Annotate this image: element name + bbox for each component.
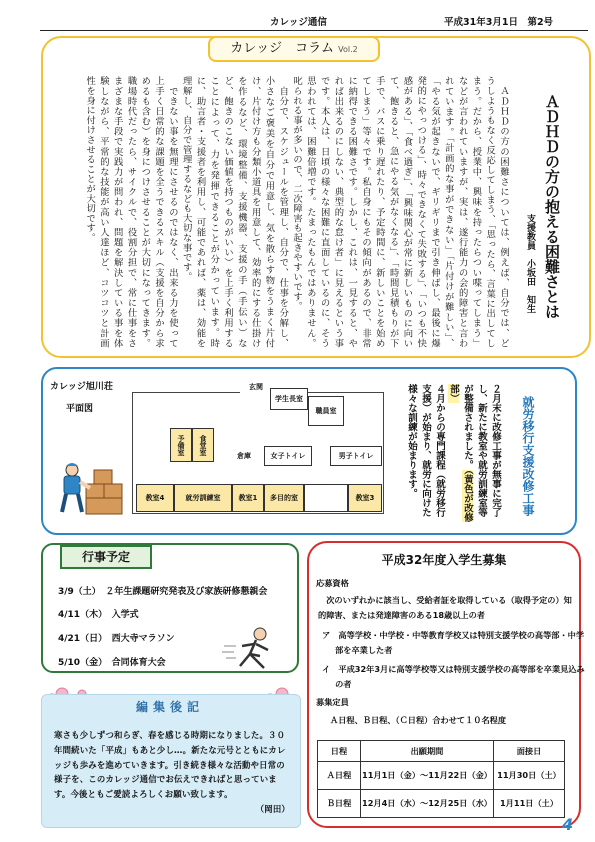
room-blank <box>304 484 348 512</box>
issue-date: 平成31年3月1日 第2号 <box>444 17 554 28</box>
capacity-text: Ａ日程、Ｂ日程、（Ｃ日程）合わせて１０名程度 <box>330 715 507 725</box>
room-multipurpose: 多目的室 <box>264 484 304 512</box>
event-date: 4/21（日） <box>58 634 103 644</box>
admission-title: 平成32年度入学生募集 <box>381 553 507 567</box>
room-storage: 倉庫 <box>228 446 260 466</box>
room-genkan: 玄関 <box>240 381 272 393</box>
table-cell: 11月30日（土） <box>494 762 565 790</box>
room-women-toilet: 女子トイレ <box>264 446 312 466</box>
editor-note-body <box>54 728 290 817</box>
qualification-intro: 次のいずれかに該当し、受給者証を取得している（取得予定の）知的障害、または発達障害のある18歳以上の者 <box>318 595 572 620</box>
room-class4: 教室4 <box>136 484 174 512</box>
qualification-b: イ 平成32年3月に高等学校等又は特別支援学校の高等部を卒業見込みの者 <box>322 664 585 689</box>
room-student-leader: 学生長室 <box>270 388 308 410</box>
table-header: 出願期間 <box>361 741 494 762</box>
editor-note-title: 編集後記 <box>135 700 204 714</box>
room-spare: 予備室 <box>170 428 192 462</box>
schedule-table <box>317 740 565 818</box>
column-title-text: カレッジ コラム <box>230 41 334 56</box>
header-rule <box>40 30 588 31</box>
event-item <box>58 607 139 620</box>
column-headline: ＡＤＨＤの方の抱える困難さとは <box>543 94 561 319</box>
facility-name: カレッジ旭川荘 <box>50 382 113 392</box>
table-header: 面接日 <box>494 741 565 762</box>
table-cell: Ｂ日程 <box>318 790 361 818</box>
event-name: 入学式 <box>111 610 139 620</box>
page-header <box>0 14 595 32</box>
event-name: 合同体育大会 <box>111 658 166 668</box>
room-staff: 職員室 <box>308 396 344 426</box>
table-header: 日程 <box>318 741 361 762</box>
floor-plan-label: 平面図 <box>66 404 94 414</box>
qualification-a: ア 高等学校・中学校・中等教育学校又は特別支援学校の高等部・中学部を卒業した者 <box>322 630 585 655</box>
room-class3: 教室3 <box>348 484 382 512</box>
event-date: 3/9（土） <box>58 587 97 597</box>
newsletter-name: カレッジ通信 <box>270 17 327 28</box>
renovation-title: 就労移行支援改修工事 <box>521 396 535 516</box>
table-cell: 1月11日（土） <box>494 790 565 818</box>
room-job-training: 就労訓練室 <box>174 484 232 512</box>
qualification-heading: 応募資格 <box>316 578 349 588</box>
event-item <box>58 631 175 644</box>
table-row <box>318 790 565 818</box>
event-item <box>58 584 267 597</box>
page-number: 4 <box>562 815 574 834</box>
event-item <box>58 655 166 668</box>
editor-signature: （岡田） <box>255 803 290 814</box>
column-title <box>208 36 380 62</box>
room-class1: 教室1 <box>232 484 264 512</box>
table-cell: 12月4日（水）～12月25日（水） <box>361 790 494 818</box>
table-cell: 11月1日（金）～11月22日（金） <box>361 762 494 790</box>
column-body: ＡＤＨＤの方の困難さについては、例えば、自分では、どうしようもなく反応してしまう、「思ったら、言葉に出してしまう。だから、授業中、興味を持ったらつい喋ってしまう」などが言われていますが、実は、遂行能力の会的障害と言われています。「計画的な事ができない」「片付けが難しい」、「やる気が起きないで、ギリギリまで引き伸ばし、最後に爆発的にやっつける」、時々できなくて失敗する」、「いつも不快感がある」、「食べ過ぎ」、「興味関心が常に新しいものに向いて、飽きると、急にやる気がなくなる」、「時間見積もりが下手で、バスに乗り遅れたり、予定時間に、新しいことを始めてしまう」等々です。私自身にもその傾向があるので、非常に納得できる困難さです。しかし、これは、一見すると、やれば出来るのにしない、典型的な怠け者」に見えるという事です。本人は、日頃の様々な困難に直面しているのに、そう思われては、困難倍増です。たまったもんではありません。叱られる事が多いので、二次障害も起きやすいです。 自分で、スケジュールを管理し、自分で、仕事を分解し、小さなご褒美を自分で用意し、気を散らす物をうまく片付け、片付け方も分類小道具を用意して、効率的にする仕掛けを作るなど、環境整備、支援機器、支援の手（手伝い）など、飽きのこない価値を持つものがいい）を上手く利用することによって、力を発揮できることが分かっています。時に、助言者・支援者を利用し、可能であれば、薬は、効能を理解し、自分で管理するなども大切な事です。 できない事を無理にさせるのではなく、出来る力を使って上手く日常的な課題を全うできるスキル（支援を自分から求めるも含む）を身につけさせることが大切になってきます。職場時代だったら、サイクルで、役割分担で、常に仕事をさまざまな手段で実践力が問われ、問題を解決している事を体験しながら、平常的な技能が高い人達ほど、コツコツと計画性を身に付けさせることが大切です。 <box>84 76 509 348</box>
room-cafeteria: 食堂室 <box>192 428 214 462</box>
event-date: 5/10（金） <box>58 658 103 668</box>
table-header-row <box>318 741 565 762</box>
events-title: 行事予定 <box>60 545 152 569</box>
worker-boxes-icon <box>58 460 124 518</box>
table-row <box>318 762 565 790</box>
renovation-text-a: ２月末に改修工事が無事に完了し、新たに教室や就労訓練室等が整備されました。 <box>462 384 501 517</box>
capacity-heading: 募集定員 <box>316 697 349 707</box>
running-person-icon <box>220 626 284 674</box>
event-date: 4/11（木） <box>58 610 103 620</box>
renovation-text <box>402 384 502 524</box>
column-vol: Vol.2 <box>338 45 358 54</box>
event-name: ２年生課題研究発表及び家族研修懇親会 <box>105 587 268 597</box>
column-author: 支援教員 小坂田 知生 <box>525 214 535 313</box>
room-men-toilet: 男子トイレ <box>330 446 382 466</box>
renovation-highlight-note: （黄色が改修部） <box>448 384 473 522</box>
editor-note-text: 寒さも少しずつ和らぎ、春を感じる時期になりました。３０年間続いた「平成」もあと少し…。新たな元号とともにカレッジも歩みを進めていきます。引き続き様々な活動や日常の様子を、このカレッジ通信でお伝えできればと思っています。今後ともご愛読よろしくお願い致します。 <box>54 730 286 800</box>
event-name: 西大寺マラソン <box>111 634 175 644</box>
table-cell: Ａ日程 <box>318 762 361 790</box>
renovation-text-b: ４月からの専門課程（就労移行支援）が始まり、就労に向けた様々な訓練が始まります。 <box>406 384 445 517</box>
